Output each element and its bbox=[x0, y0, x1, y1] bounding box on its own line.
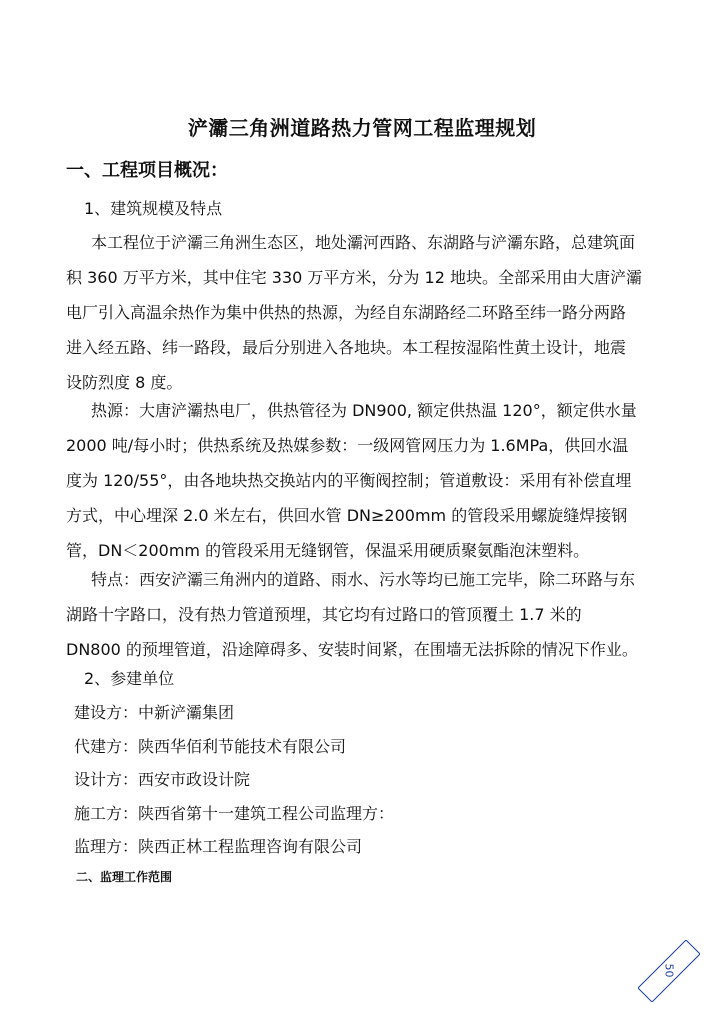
participant-supervisor: 监理方：陕西正林工程监理咨询有限公司 bbox=[74, 837, 363, 857]
text-line: 本工程位于浐灞三角洲生态区，地处灞河西路、东湖路与浐灞东路，总建筑面 bbox=[91, 233, 636, 252]
participant-designer: 设计方：西安市政设计院 bbox=[74, 770, 251, 790]
paragraph-features bbox=[66, 562, 676, 667]
document-title: 浐灞三角洲道路热力管网工程监理规划 bbox=[187, 116, 537, 140]
text-line: 热源：大唐浐灞热电厂，供热管径为 DN900, 额定供热温 120°，额定供水量 bbox=[91, 401, 637, 420]
paragraph-overview bbox=[66, 225, 676, 400]
subsection-heading-scale: 1、建筑规模及特点 bbox=[84, 199, 223, 218]
participant-owner: 建设方：中新浐灞集团 bbox=[74, 703, 235, 722]
text-line: 度为 120/55°，由各地块热交换站内的平衡阀控制；管道敷设：采用有补偿直埋 bbox=[66, 471, 632, 490]
section-heading-project-overview: 一、工程项目概况： bbox=[66, 160, 228, 181]
text-line: 管，DN＜200mm 的管段采用无缝钢管，保温采用硬质聚氨酯泡沫塑料。 bbox=[66, 541, 590, 560]
subsection-heading-participants: 2、参建单位 bbox=[84, 669, 175, 688]
page-number: 50 bbox=[662, 963, 676, 978]
text-line: 特点：西安浐灞三角洲内的道路、雨水、污水等均已施工完毕，除二环路与东 bbox=[91, 570, 636, 589]
page-number-badge bbox=[638, 940, 700, 1002]
participant-list bbox=[74, 696, 394, 864]
section-heading-supervision-scope: 二、监理工作范围 bbox=[76, 870, 173, 884]
text-line: DN800 的预埋管道，沿途障碍多、安装时间紧，在围墙无法拆除的情况下作业。 bbox=[66, 640, 638, 659]
participant-contractor: 施工方：陕西省第十一建筑工程公司监理方： bbox=[74, 803, 395, 823]
paragraph-heat-source bbox=[66, 393, 676, 568]
text-line: 方式，中心埋深 2.0 米左右，供回水管 DN≥200mm 的管段采用螺旋缝焊接钢 bbox=[66, 506, 628, 525]
text-line: 湖路十字路口，没有热力管道预埋，其它均有过路口的管顶覆土 1.7 米的 bbox=[66, 605, 582, 624]
text-line: 设防烈度 8 度。 bbox=[66, 373, 183, 392]
text-line: 积 360 万平方米，其中住宅 330 万平方米，分为 12 地块。全部采用由大唐浐灞 bbox=[66, 268, 642, 287]
text-line: 2000 吨/每小时；供热系统及热媒参数：一级网管网压力为 1.6MPa，供回水温 bbox=[66, 436, 629, 455]
text-line: 电厂引入高温余热作为集中供热的热源，为经自东湖路经二环路至纬一路分两路 bbox=[66, 303, 627, 322]
text-line: 进入经五路、纬一路段，最后分别进入各地块。本工程按湿陷性黄土设计，地震 bbox=[66, 338, 627, 357]
participant-agent-builder: 代建方：陕西华佰利节能技术有限公司 bbox=[74, 736, 347, 756]
